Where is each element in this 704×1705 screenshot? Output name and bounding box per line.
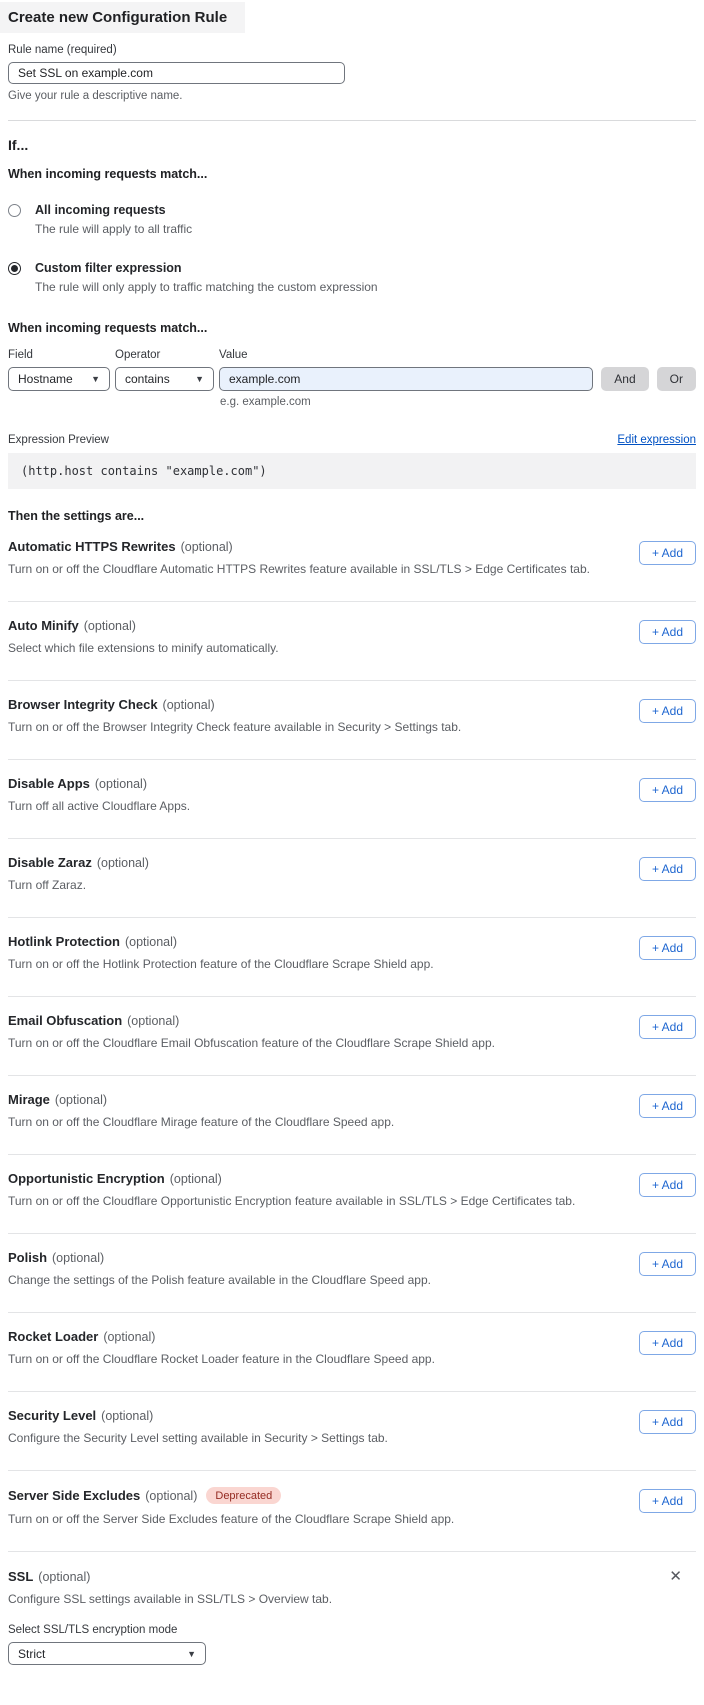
expression-preview-label: Expression Preview: [8, 434, 109, 446]
add-setting-button[interactable]: + Add: [639, 1489, 696, 1513]
radio-label: All incoming requests: [35, 203, 166, 217]
add-setting-button[interactable]: + Add: [639, 1094, 696, 1118]
radio-option-all-incoming[interactable]: [8, 203, 696, 236]
deprecated-badge: Deprecated: [206, 1487, 281, 1504]
setting-row: [8, 681, 696, 760]
and-button[interactable]: And: [601, 367, 648, 391]
optional-label: (optional): [145, 1488, 198, 1503]
optional-label: (optional): [94, 776, 147, 791]
setting-title: Server Side Excludes: [8, 1488, 141, 1503]
if-heading: If...: [8, 137, 29, 153]
rule-name-help: Give your rule a descriptive name.: [8, 90, 183, 102]
optional-label: (optional): [96, 855, 149, 870]
setting-description: Turn on or off the Hotlink Protection feature of the Cloudflare Scrape Shield app.: [8, 957, 434, 971]
page-title: Create new Configuration Rule: [0, 2, 245, 33]
value-label: Value: [219, 349, 248, 361]
ssl-mode-select-value: Strict: [18, 1646, 46, 1661]
setting-row: [8, 997, 696, 1076]
setting-description: Turn on or off the Cloudflare Mirage feature of the Cloudflare Speed app.: [8, 1115, 395, 1129]
add-setting-button[interactable]: + Add: [639, 857, 696, 881]
add-setting-button[interactable]: + Add: [639, 1252, 696, 1276]
setting-description: Turn off all active Cloudflare Apps.: [8, 799, 191, 813]
chevron-down-icon: ▼: [195, 374, 204, 384]
optional-label: (optional): [52, 1250, 105, 1265]
setting-title: Security Level: [8, 1408, 97, 1423]
setting-row: [8, 602, 696, 681]
setting-row: [8, 1313, 696, 1392]
radio-option-custom-filter[interactable]: [8, 261, 696, 294]
radio-description: The rule will apply to all traffic: [35, 222, 193, 236]
operator-label: Operator: [115, 349, 161, 361]
incoming-match-heading: When incoming requests match...: [8, 167, 208, 181]
ssl-setting-description: Configure SSL settings available in SSL/TLS > Overview tab.: [8, 1592, 333, 1606]
setting-title: Opportunistic Encryption: [8, 1171, 165, 1186]
expression-builder-labels: [8, 349, 696, 361]
radio-description: The rule will only apply to traffic matching the custom expression: [35, 280, 378, 294]
optional-label: (optional): [38, 1569, 91, 1584]
setting-title: Rocket Loader: [8, 1329, 99, 1344]
setting-title: Polish: [8, 1250, 48, 1265]
field-label: Field: [8, 349, 33, 361]
setting-description: Turn on or off the Cloudflare Rocket Loader feature in the Cloudflare Speed app.: [8, 1352, 435, 1366]
close-icon[interactable]: ✕: [669, 1568, 682, 1585]
setting-title: Email Obfuscation: [8, 1013, 123, 1028]
add-setting-button[interactable]: + Add: [639, 699, 696, 723]
then-settings-heading: Then the settings are...: [8, 509, 145, 523]
setting-title: Disable Zaraz: [8, 855, 92, 870]
expression-builder-row: [8, 367, 696, 391]
optional-label: (optional): [180, 539, 233, 554]
setting-description: Configure the Security Level setting available in Security > Settings tab.: [8, 1431, 388, 1445]
request-match-radio-group: [8, 203, 696, 294]
setting-row: [8, 1471, 696, 1552]
edit-expression-link[interactable]: Edit expression: [617, 434, 696, 446]
setting-description: Change the settings of the Polish feature available in the Cloudflare Speed app.: [8, 1273, 431, 1287]
setting-description: Turn on or off the Cloudflare Opportunistic Encryption feature available in SSL/TLS > Edge Certificates tab.: [8, 1194, 576, 1208]
expression-preview-header: [8, 434, 696, 446]
add-setting-button[interactable]: + Add: [639, 1410, 696, 1434]
section-divider: [8, 120, 696, 121]
setting-row: [8, 760, 696, 839]
optional-label: (optional): [101, 1408, 154, 1423]
expression-builder-heading: When incoming requests match...: [8, 321, 208, 335]
operator-select[interactable]: [115, 367, 214, 391]
add-setting-button[interactable]: + Add: [639, 936, 696, 960]
optional-label: (optional): [169, 1171, 222, 1186]
ssl-mode-label: Select SSL/TLS encryption mode: [8, 1624, 178, 1636]
ssl-setting-title: SSL: [8, 1569, 34, 1584]
setting-row: [8, 918, 696, 997]
setting-description: Turn on or off the Browser Integrity Check feature available in Security > Settings tab.: [8, 720, 462, 734]
setting-title: Auto Minify: [8, 618, 79, 633]
operator-select-value: contains: [125, 372, 170, 386]
radio-label: Custom filter expression: [35, 261, 182, 275]
setting-description: Turn on or off the Server Side Excludes feature of the Cloudflare Scrape Shield app.: [8, 1512, 455, 1526]
setting-title: Mirage: [8, 1092, 50, 1107]
setting-ssl-expanded: [8, 1552, 696, 1665]
setting-title: Browser Integrity Check: [8, 697, 158, 712]
setting-title: Hotlink Protection: [8, 934, 120, 949]
setting-description: Turn on or off the Cloudflare Email Obfuscation feature of the Cloudflare Scrape Shield app.: [8, 1036, 495, 1050]
setting-title: Disable Apps: [8, 776, 90, 791]
value-hint: e.g. example.com: [220, 396, 311, 408]
chevron-down-icon: ▼: [187, 1648, 196, 1659]
add-setting-button[interactable]: + Add: [639, 778, 696, 802]
add-setting-button[interactable]: + Add: [639, 1015, 696, 1039]
add-setting-button[interactable]: + Add: [639, 620, 696, 644]
optional-label: (optional): [103, 1329, 156, 1344]
radio-button[interactable]: [8, 262, 21, 275]
ssl-mode-select[interactable]: [8, 1642, 206, 1665]
optional-label: (optional): [127, 1013, 180, 1028]
or-button[interactable]: Or: [657, 367, 696, 391]
setting-row: [8, 1392, 696, 1471]
setting-description: Select which file extensions to minify automatically.: [8, 641, 279, 655]
field-select-value: Hostname: [18, 372, 73, 386]
value-input[interactable]: [219, 367, 593, 391]
optional-label: (optional): [54, 1092, 108, 1107]
setting-description: Turn off Zaraz.: [8, 878, 87, 892]
optional-label: (optional): [124, 934, 178, 949]
field-select[interactable]: [8, 367, 110, 391]
rule-name-label: Rule name (required): [8, 44, 117, 56]
setting-row: [8, 1234, 696, 1313]
add-setting-button[interactable]: + Add: [639, 1173, 696, 1197]
rule-name-input[interactable]: [8, 62, 345, 84]
expression-preview-box: (http.host contains "example.com"): [8, 453, 696, 489]
radio-button[interactable]: [8, 204, 21, 217]
setting-row: [8, 1155, 696, 1234]
setting-row: [8, 523, 696, 602]
add-setting-button[interactable]: + Add: [639, 541, 696, 565]
setting-title: Automatic HTTPS Rewrites: [8, 539, 176, 554]
chevron-down-icon: ▼: [91, 374, 100, 384]
settings-list: [8, 523, 696, 1552]
add-setting-button[interactable]: + Add: [639, 1331, 696, 1355]
optional-label: (optional): [83, 618, 136, 633]
setting-row: [8, 1076, 696, 1155]
optional-label: (optional): [162, 697, 215, 712]
setting-row: [8, 839, 696, 918]
setting-description: Turn on or off the Cloudflare Automatic HTTPS Rewrites feature available in SSL/TLS > Edge Certificates tab.: [8, 562, 590, 576]
